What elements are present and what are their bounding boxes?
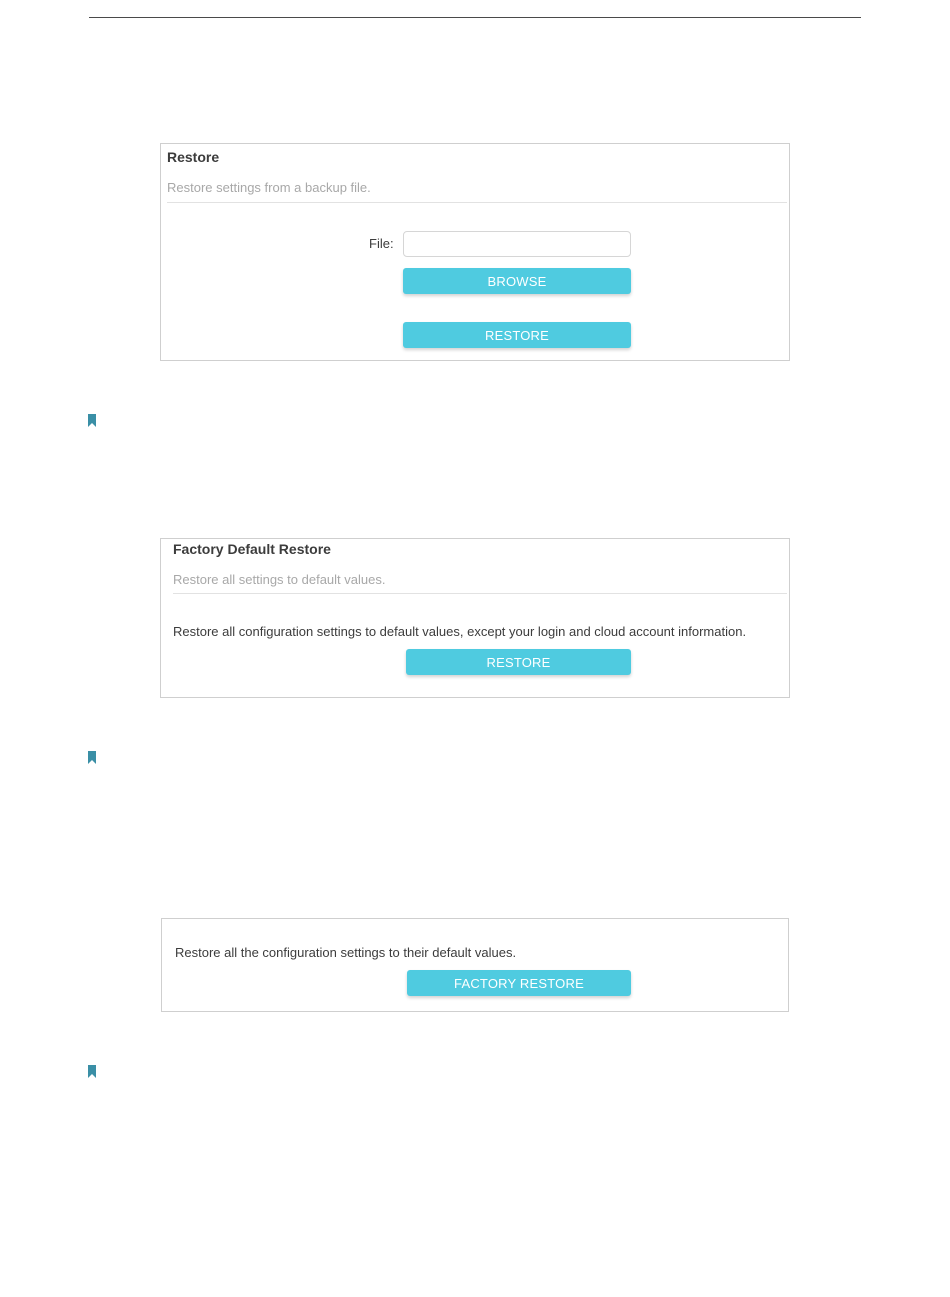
restore-button[interactable]: RESTORE	[403, 322, 631, 348]
factory-restore-panel	[161, 918, 789, 1012]
factory-restore-button[interactable]: FACTORY RESTORE	[407, 970, 631, 996]
bookmark-icon	[88, 751, 96, 764]
restore-panel-divider	[167, 202, 787, 203]
factory-default-panel	[160, 538, 790, 698]
bookmark-icon	[88, 414, 96, 427]
factory-default-description: Restore all configuration settings to default values, except your login and cloud account information.	[173, 624, 747, 639]
factory-default-subtitle: Restore all settings to default values.	[173, 572, 386, 587]
file-label: File:	[369, 236, 394, 251]
restore-panel-title: Restore	[167, 149, 220, 165]
file-input[interactable]	[403, 231, 631, 257]
factory-default-restore-button[interactable]: RESTORE	[406, 649, 631, 675]
factory-default-divider	[173, 593, 787, 594]
restore-panel-subtitle: Restore settings from a backup file.	[167, 180, 371, 195]
header-rule	[89, 17, 861, 18]
factory-default-title: Factory Default Restore	[173, 541, 331, 557]
restore-panel	[160, 143, 790, 361]
factory-restore-description: Restore all the configuration settings to their default values.	[175, 945, 517, 960]
browse-button[interactable]: BROWSE	[403, 268, 631, 294]
bookmark-icon	[88, 1065, 96, 1078]
